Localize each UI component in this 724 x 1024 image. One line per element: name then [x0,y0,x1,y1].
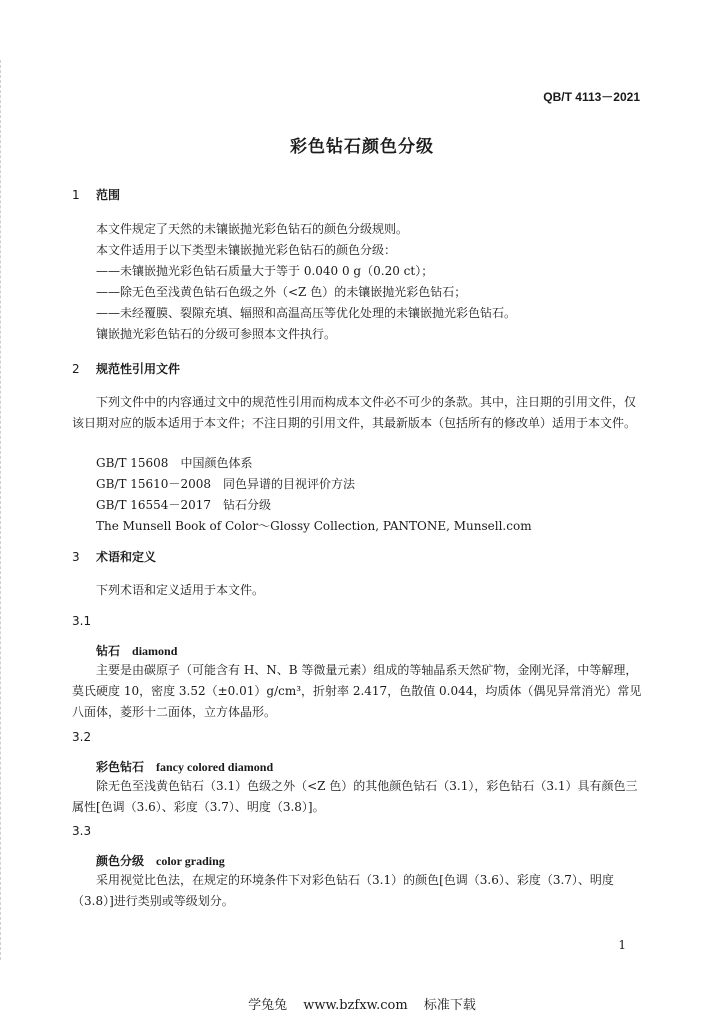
section-2-title: 规范性引用文件 [96,362,181,376]
term-definition: 采用视觉比色法，在规定的环境条件下对彩色钻石（3.1）的颜色[色调（3.6）、彩度（3.7）、明度（3.8）]进行类别或等级划分。 [72,873,614,908]
section-1-line: ——未经覆膜、裂隙充填、辐照和高温高压等优化处理的未镶嵌抛光彩色钻石。 [96,306,517,320]
section-1-line: 本文件规定了天然的未镶嵌抛光彩色钻石的颜色分级规则。 [96,222,409,236]
section-1-line: 镶嵌抛光彩色钻石的分级可参照本文件执行。 [96,327,337,341]
standard-number: QB/T 4113－2021 [543,90,640,104]
term-en: fancy colored diamond [156,760,274,774]
section-1-title: 范围 [96,188,121,202]
section-1-number: 1 [72,188,80,202]
section-1-heading [72,186,120,203]
footer-site-name: 学兔兔 [248,998,288,1013]
term-en: diamond [132,644,178,658]
footer-url[interactable]: www.bzfxw.com [303,998,408,1013]
term-en: color grading [156,854,225,868]
section-1-line: ——未镶嵌抛光彩色钻石质量大于等于 0.040 0 g（0.20 ct）； [96,264,434,278]
term-heading [96,852,225,869]
section-3-paragraph: 下列术语和定义适用于本文件。 [96,583,265,597]
term-zh: 颜色分级 [96,854,145,868]
term-zh: 钻石 [96,644,121,658]
term-heading [96,642,177,659]
normative-reference: The Munsell Book of Color～Glossy Collection, PANTONE, Munsell.com [96,519,532,533]
section-2-paragraph: 下列文件中的内容通过文中的规范性引用而构成本文件必不可少的条款。其中，注日期的引用文件，仅该日期对应的版本适用于本文件；不注日期的引用文件，其最新版本（包括所有的修改单）适用于本文件。 [72,395,637,430]
section-2-heading [72,360,180,377]
term-number: 3.3 [72,824,92,838]
term-number: 3.2 [72,730,92,744]
normative-reference: GB/T 15608 中国颜色体系 [96,456,253,470]
page-number: 1 [618,938,626,952]
footer-tagline: 标准下载 [423,998,476,1013]
section-3-title: 术语和定义 [96,550,157,564]
section-3-number: 3 [72,550,80,564]
document-title: 彩色钻石颜色分级 [290,137,434,157]
term-definition: 除无色至浅黄色钻石（3.1）色级之外（<Z 色）的其他颜色钻石（3.1），彩色钻石（3.1）具有颜色三属性[色调（3.6）、彩度（3.7）、明度（3.8）]。 [72,779,638,814]
section-3-heading [72,548,156,565]
section-1-line: 本文件适用于以下类型未镶嵌抛光彩色钻石的颜色分级： [96,243,397,257]
section-1-line: ——除无色至浅黄色钻石色级之外（<Z 色）的未镶嵌抛光彩色钻石； [96,285,467,299]
normative-reference: GB/T 15610－2008 同色异谱的目视评价方法 [96,477,355,491]
term-number: 3.1 [72,614,92,628]
footer-watermark [0,994,724,1013]
page-edge-guide [0,60,1,960]
term-heading [96,758,273,775]
term-zh: 彩色钻石 [96,760,145,774]
section-2-number: 2 [72,362,80,376]
normative-reference: GB/T 16554－2017 钻石分级 [96,498,271,512]
term-definition: 主要是由碳原子（可能含有 H、N、B 等微量元素）组成的等轴晶系天然矿物，金刚光泽，中等解理，莫氏硬度 10，密度 3.52（±0.01）g/cm³，折射率 2.417，色散值 0.044，均质体（偶见异常消光）常见八面体，菱形十二面体，立方体晶形。 [72,663,642,719]
